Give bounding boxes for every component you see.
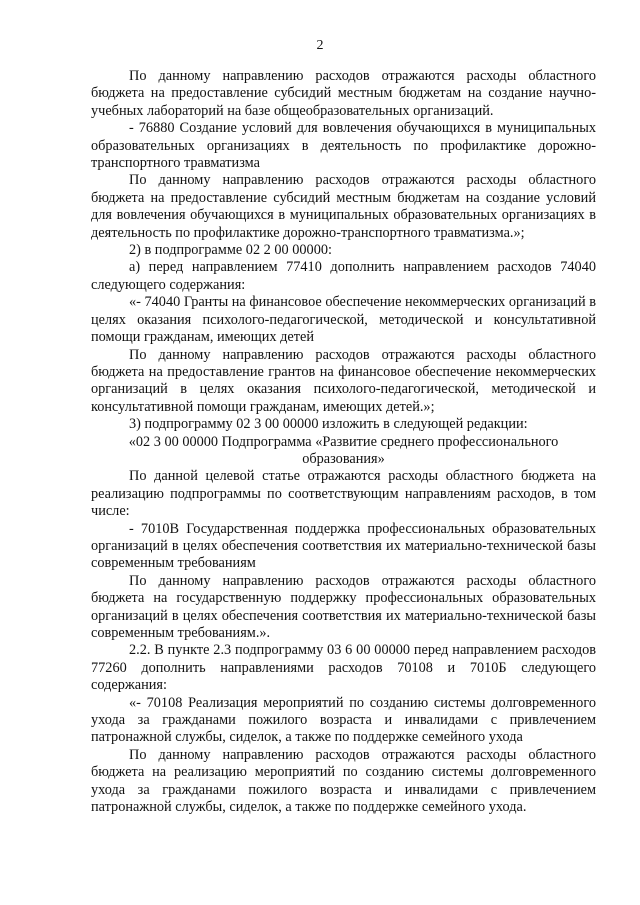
- paragraph-before-77410: а) перед направлением 77410 дополнить направлением расходов 74040 следующего содержания:: [91, 259, 596, 293]
- paragraph-subprogram-02-2: 2) в подпрограмме 02 2 00 00000:: [129, 242, 332, 259]
- paragraph-item-7010v: - 7010В Государственная поддержка профессиональных образовательных организаций в целях обеспечения соответствия их материально-технической базы современным требованиям: [91, 520, 596, 572]
- paragraph-state-support: По данному направлению расходов отражаются расходы областного бюджета на государственную поддержку профессиональных образовательных организаций в целях обеспечения соответствия их материально-технической базы современным требованиям.».: [91, 572, 596, 641]
- subprogram-heading: «02 3 00 00000 Подпрограмма «Развитие среднего профессионального образования»: [128, 433, 559, 467]
- paragraph-subsidies-traffic-safety: По данному направлению расходов отражаются расходы областного бюджета на предоставление субсидий местным бюджетам на создание условий для вовлечения обучающихся в муниципальных образовательных организациях в деятельность по профилактике дорожно-транспортного травматизма.»;: [91, 172, 596, 241]
- document-body: [91, 68, 596, 816]
- paragraph-item-74040: «- 74040 Гранты на финансовое обеспечение некоммерческих организаций в целях оказания психолого-педагогической, методической и консультативной помощи гражданам, имеющих детей: [91, 294, 596, 346]
- paragraph-subprogram-02-3: 3) подпрограмму 02 3 00 00000 изложить в следующей редакции:: [129, 416, 528, 433]
- paragraph-item-70108: «- 70108 Реализация мероприятий по созданию системы долговременного ухода за гражданами пожилого возраста и инвалидами с привлечением патронажной службы, сиделок, а также по поддержке семейного ухода: [91, 694, 596, 746]
- paragraph-item-76880: - 76880 Создание условий для вовлечения обучающихся в муниципальных образовательных организациях в деятельность по профилактике дорожно-транспортного травматизма: [91, 120, 596, 172]
- paragraph-clause-2-2: 2.2. В пункте 2.3 подпрограмму 03 6 00 00000 перед направлением расходов 77260 дополнить направлениями расходов 70108 и 7010Б следующего содержания:: [91, 642, 596, 694]
- paragraph-target-article: По данной целевой статье отражаются расходы областного бюджета на реализацию подпрограммы по соответствующим направлениям расходов, в том числе:: [91, 468, 596, 520]
- paragraph-long-term-care: По данному направлению расходов отражаются расходы областного бюджета на реализацию мероприятий по созданию системы долговременного ухода за гражданами пожилого возраста и инвалидами с привлечением патронажной службы, сиделок, а также по поддержке семейного ухода.: [91, 746, 596, 816]
- paragraph-grants-nko: По данному направлению расходов отражаются расходы областного бюджета на предоставление грантов на финансовое обеспечение некоммерческих организаций в целях оказания психолого-педагогической, методической и консультативной помощи гражданам, имеющих детей.»;: [91, 346, 596, 415]
- page-number: 2: [316, 38, 324, 53]
- paragraph-subsidies-labs: По данному направлению расходов отражаются расходы областного бюджета на предоставление субсидий местным бюджетам на создание научно-учебных лабораторий на базе общеобразовательных организаций.: [91, 68, 596, 119]
